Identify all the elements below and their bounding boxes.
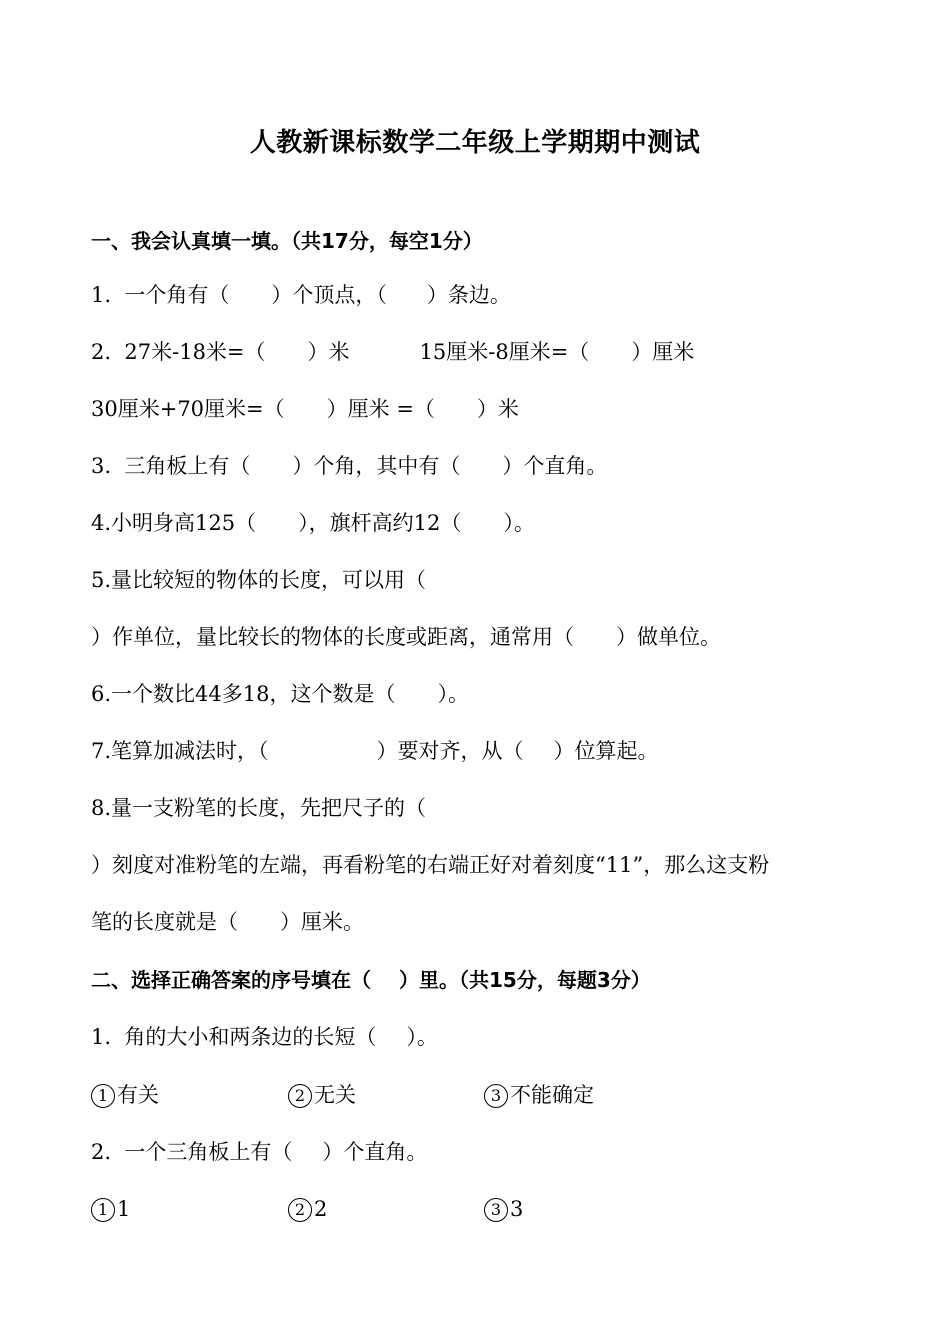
text: ）个角，其中有（ <box>292 454 461 478</box>
text: ）要对齐，从（ <box>376 739 524 763</box>
question-1-8c <box>91 907 364 937</box>
section-1-heading: 一、我会认真填一填。（共17分，每空1分） <box>91 229 483 253</box>
option-text: 有关 <box>117 1083 159 1107</box>
option-3 <box>484 1194 523 1224</box>
text: ）米 <box>476 397 519 421</box>
option-1 <box>91 1080 159 1110</box>
circled-number: 2 <box>288 1084 312 1108</box>
text: 2. 一个三角板上有（ <box>91 1140 293 1164</box>
text: ）个直角。 <box>322 1140 428 1164</box>
question-1-1 <box>91 280 511 310</box>
text: ）条边。 <box>426 283 511 307</box>
section-2-heading <box>91 965 651 995</box>
question-1-2 <box>91 337 694 367</box>
question-1-5a: 5.量比较短的物体的长度，可以用（ <box>91 568 427 592</box>
circled-number: 3 <box>484 1198 508 1222</box>
circled-number: 2 <box>288 1198 312 1222</box>
text: ）里。（共15分，每题3分） <box>399 968 651 992</box>
text: 30厘米+70厘米=（ <box>91 397 285 421</box>
text: ）厘米 =（ <box>326 397 435 421</box>
text: 笔的长度就是（ <box>91 910 238 934</box>
text: ）。 <box>437 682 469 706</box>
text: ）厘米 <box>631 340 695 364</box>
text: 4.小明身高125（ <box>91 511 257 535</box>
question-2-2 <box>91 1137 427 1167</box>
circled-number: 3 <box>484 1084 508 1108</box>
question-1-2b <box>91 394 519 424</box>
text: ）厘米。 <box>280 910 364 934</box>
text: 1. 角的大小和两条边的长短（ <box>91 1025 377 1049</box>
text: 3. 三角板上有（ <box>91 454 251 478</box>
question-2-1 <box>91 1022 438 1052</box>
text: 15厘米-8厘米=（ <box>419 340 590 364</box>
question-1-3 <box>91 451 607 481</box>
text: ）米 <box>307 340 350 364</box>
option-text: 3 <box>510 1197 524 1221</box>
text: ）位算起。 <box>553 739 659 763</box>
text: ）个顶点，（ <box>271 283 387 307</box>
text: 7.笔算加减法时，（ <box>91 739 269 763</box>
circled-number: 1 <box>91 1084 115 1108</box>
text: ）。 <box>406 1025 438 1049</box>
text: ）个直角。 <box>502 454 608 478</box>
option-1 <box>91 1194 130 1224</box>
question-1-5b <box>91 622 721 652</box>
page-title: 人教新课标数学二年级上学期期中测试 <box>249 128 701 158</box>
option-text: 2 <box>314 1197 328 1221</box>
text: ）作单位，量比较长的物体的长度或距离，通常用（ <box>91 625 574 649</box>
question-1-7 <box>91 736 659 766</box>
circled-number: 1 <box>91 1198 115 1222</box>
question-1-8a: 8.量一支粉笔的长度，先把尺子的（ <box>91 796 427 820</box>
question-1-8b: ）刻度对准粉笔的左端，再看粉笔的右端正好对着刻度“11”，那么这支粉 <box>91 853 770 877</box>
option-text: 不能确定 <box>510 1083 594 1107</box>
question-1-6 <box>91 679 469 709</box>
option-3 <box>484 1080 594 1110</box>
text: 二、选择正确答案的序号填在（ <box>91 968 371 992</box>
option-2 <box>288 1080 356 1110</box>
text: 1. 一个角有（ <box>91 283 230 307</box>
question-1-4 <box>91 508 535 538</box>
text: 2. 27米-18米=（ <box>91 340 266 364</box>
text: ）做单位。 <box>616 625 721 649</box>
text: ）。 <box>503 511 535 535</box>
text: ），旗杆高约12（ <box>298 511 462 535</box>
option-text: 1 <box>117 1197 131 1221</box>
option-2 <box>288 1194 327 1224</box>
text: 6.一个数比44多18，这个数是（ <box>91 682 396 706</box>
option-text: 无关 <box>314 1083 356 1107</box>
